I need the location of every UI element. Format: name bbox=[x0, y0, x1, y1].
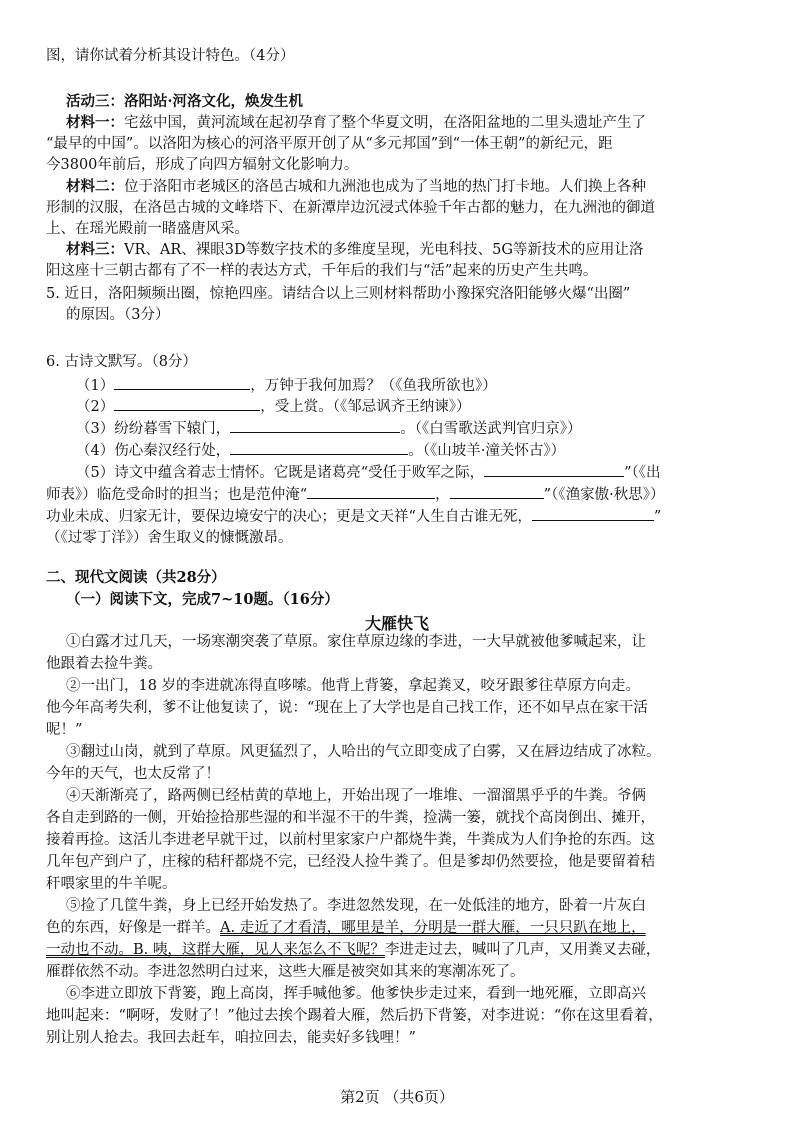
material-3-line-1: 材料三：VR、AR、裸眼3D等数字技术的多维度呈现，光电科技、5G等新技术的应用让洛 bbox=[66, 241, 644, 258]
material-2-line-3: 上、在瑶光殿前一睹盛唐风采。 bbox=[46, 221, 249, 237]
paragraph-5-line-2: 色的东西，好像是一群羊。A. 走近了才看清，哪里是羊，分明是一群大雁，一只只趴在地上， bbox=[46, 920, 646, 936]
question-4-tail: 图，请你试着分析其设计特色。（4分） bbox=[46, 48, 295, 64]
paragraph-4-line-2: 各自走到路的一侧，开始捡拾那些湿的和半湿不干的牛粪，捡满一篓，就找个高岗倒出、摊开， bbox=[46, 810, 655, 826]
answer-blank[interactable] bbox=[114, 396, 260, 411]
paragraph-4-line-3: 接着再捡。这活儿李进老早就干过，以前村里家家户户都烧牛粪，牛粪成为人们争抢的东西。这 bbox=[46, 832, 655, 848]
paragraph-6-line-1: ⑥李进立即放下背篓，跑上高岗，挥手喊他爹。他爹快步走过来，看到一地死雁，立即高兴 bbox=[66, 986, 646, 1002]
section-2-subheading: （一）阅读下文，完成7~10题。（16分） bbox=[66, 591, 339, 608]
question-5-line-1: 5. 近日，洛阳频频出圈，惊艳四座。请结合以上三则材料帮助小豫探究洛阳能够火爆“出圈” bbox=[46, 286, 631, 302]
answer-blank[interactable] bbox=[450, 484, 544, 499]
paragraph-4-line-5: 秆喂家里的牛羊呢。 bbox=[46, 876, 177, 892]
material-3-line-2: 阳这座十三朝古都有了不一样的表达方式，千年后的我们与“活”起来的历史产生共鸣。 bbox=[46, 263, 598, 279]
paragraph-5-line-4: 雁群依然不动。李进忽然明白过来，这些大雁是被突如其来的寒潮冻死了。 bbox=[46, 964, 525, 980]
answer-blank[interactable] bbox=[484, 462, 624, 477]
paragraph-2-line-1: ②一出门，18 岁的李进就冻得直哆嗦。他背上背篓，拿起粪叉，咬牙跟爹往草原方向走。 bbox=[66, 678, 641, 694]
paragraph-4-line-4: 几年包产到户了，庄稼的秸秆都烧不完，已经没人捡牛粪了。但是爹却仍然要捡，他是要留着秸 bbox=[46, 854, 655, 870]
poem-item-4: （4）伤心秦汉经行处， 。（《山坡羊·潼关怀古》） bbox=[76, 440, 565, 461]
underlined-sentence-a: A. 走近了才看清，哪里是羊，分明是一群大雁，一只只趴在地上， bbox=[220, 920, 646, 936]
poem-item-3: （3）纷纷暮雪下辕门， 。（《白雪歌送武判官归京》） bbox=[76, 418, 581, 439]
paragraph-1-line-1: ①白露才过几天，一场寒潮突袭了草原。家住草原边缘的李进，一大早就被他爹喊起来，让 bbox=[66, 634, 646, 650]
paragraph-5-line-1: ⑤捡了几筐牛粪，身上已经开始发热了。李进忽然发现，在一处低洼的地方，卧着一片灰白 bbox=[66, 898, 646, 914]
paragraph-6-line-2: 地叫起来：“啊呀，发财了！”他过去挨个踢着大雁，然后扔下背篓，对李进说：“你在这里看着， bbox=[46, 1008, 663, 1024]
activity-3-title: 活动三：洛阳站·河洛文化，焕发生机 bbox=[66, 93, 304, 110]
material-3-label: 材料三： bbox=[66, 241, 124, 258]
material-2-line-1: 材料二：位于洛阳市老城区的洛邑古城和九洲池也成为了当地的热门打卡地。人们换上各种 bbox=[66, 178, 646, 195]
answer-blank[interactable] bbox=[114, 375, 250, 390]
poem-item-5-line-2: 师表》）临危受命时的担当；也是范仲淹“ ， ”（《渔家傲·秋思》） bbox=[46, 484, 664, 505]
answer-blank[interactable] bbox=[532, 506, 654, 521]
poem-item-5-line-1: （5）诗文中蕴含着志士情怀。它既是诸葛亮“受任于败军之际， ”（《出 bbox=[76, 462, 661, 483]
page-footer: 第2页 （共6页） bbox=[340, 1088, 454, 1106]
poem-item-1: （1） ，万钟于我何加焉？（《鱼我所欲也》） bbox=[76, 375, 497, 396]
answer-blank[interactable] bbox=[230, 440, 408, 455]
paragraph-4-line-1: ④天渐渐亮了，路两侧已经枯黄的草地上，开始出现了一堆堆、一溜溜黑乎乎的牛粪。爷俩 bbox=[66, 788, 646, 804]
material-2-label: 材料二： bbox=[66, 178, 124, 195]
paragraph-5-line-3: 一动也不动。B. 咦，这群大雁，见人来怎么不飞呢？李进走过去，喊叫了几声，又用粪叉去碰， bbox=[46, 942, 661, 958]
material-1-label: 材料一： bbox=[66, 114, 124, 131]
paragraph-3-line-2: 今年的天气，也太反常了！ bbox=[46, 766, 220, 782]
answer-blank[interactable] bbox=[307, 484, 435, 499]
article-title: 大雁快飞 bbox=[364, 614, 429, 633]
paragraph-1-line-2: 他跟着去捡牛粪。 bbox=[46, 656, 162, 672]
underlined-sentence-b: 一动也不动。B. 咦，这群大雁，见人来怎么不飞呢？ bbox=[46, 942, 385, 958]
poem-item-5-line-4: （《过零丁洋》）舍生取义的慷慨激昂。 bbox=[46, 530, 293, 546]
question-6-title: 6. 古诗文默写。（8分） bbox=[46, 354, 197, 370]
paragraph-3-line-1: ③翻过山岗，就到了草原。风更猛烈了，人哈出的气立即变成了白雾，又在唇边结成了冰粒。 bbox=[66, 744, 661, 760]
material-1-line-2: “最早的中国”。以洛阳为核心的河洛平原开创了从“多元邦国”到“一体王朝”的新纪元，距 bbox=[46, 136, 613, 152]
paragraph-2-line-3: 呢！” bbox=[46, 722, 83, 738]
material-2-line-2: 形制的汉服，在洛邑古城的文峰塔下、在新潭岸边沉浸式体验千年古都的魅力，在九洲池的御道 bbox=[46, 200, 655, 216]
paragraph-2-line-2: 他今年高考失利，爹不让他复读了，说：“现在上了大学也是自己找工作，还不如早点在家干活 bbox=[46, 700, 648, 716]
poem-item-2: （2） ，受上赏。（《邹忌讽齐王纳谏》） bbox=[76, 396, 470, 417]
question-5-line-2: 的原因。（3分） bbox=[66, 307, 170, 323]
answer-blank[interactable] bbox=[230, 418, 400, 433]
material-1-line-3: 今3800年前后，形成了向四方辐射文化影响力。 bbox=[46, 157, 359, 173]
section-2-heading: 二、现代文阅读（共28分） bbox=[46, 569, 226, 586]
paragraph-6-line-3: 别让别人抢去。我回去赶车，咱拉回去，能卖好多钱哩！” bbox=[46, 1030, 416, 1046]
material-1-line-1: 材料一：宅兹中国，黄河流域在起初孕育了整个华夏文明，在洛阳盆地的二里头遗址产生了 bbox=[66, 114, 646, 131]
poem-item-5-line-3: 功业未成、归家无计，要保边境安宁的决心；更是文天祥“人生自古谁无死， ” bbox=[46, 506, 661, 527]
